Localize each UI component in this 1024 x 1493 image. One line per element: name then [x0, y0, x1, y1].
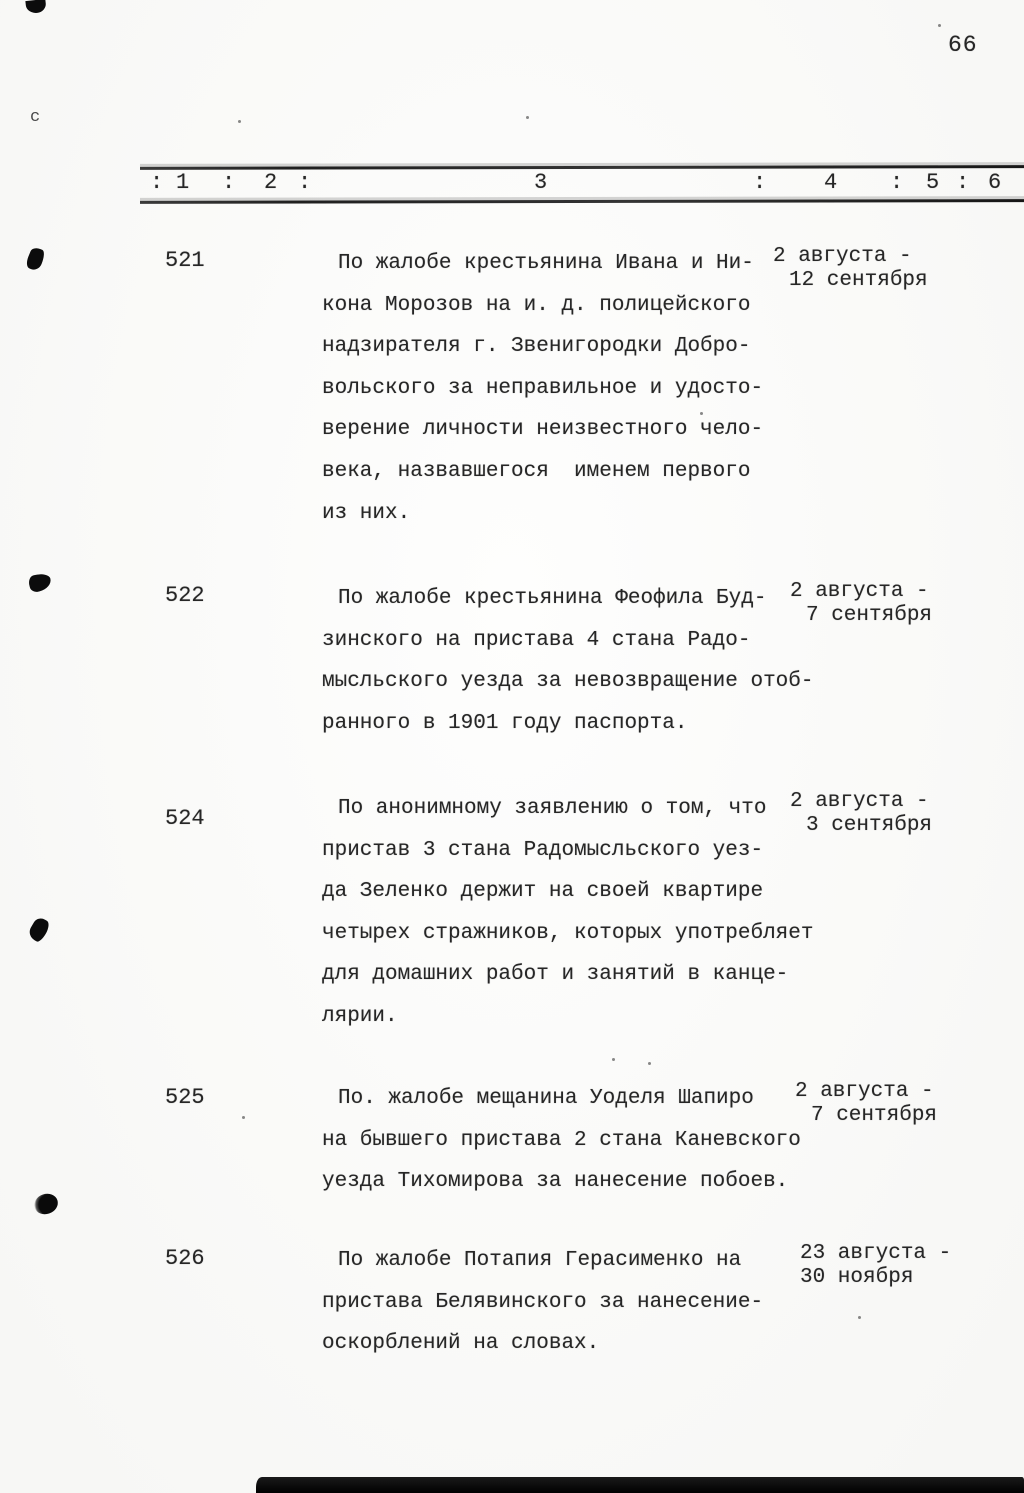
scan-speck: [858, 1316, 861, 1319]
entry-line: четырех стражников, которых употребляет: [322, 921, 814, 945]
entry-line: для домашних работ и занятий в канце-: [322, 963, 789, 987]
date-end: 12 сентября: [789, 269, 928, 292]
entry-line: пристава Белявинского за нанесение-: [322, 1290, 764, 1314]
header-separator: :: [753, 170, 767, 195]
date-end: 7 сентября: [811, 1104, 938, 1127]
scan-speck: [938, 24, 941, 27]
date-start: 2 августа -: [790, 580, 929, 603]
header-column-4: 4: [824, 170, 838, 195]
header-separator: :: [956, 170, 970, 195]
entry-number: 526: [165, 1246, 205, 1271]
entry-date-range: [800, 1242, 951, 1290]
scan-speck: [238, 120, 241, 123]
entry-line: да Зеленко держит на своей квартире: [322, 880, 764, 904]
scan-artifact-blob: [31, 1191, 60, 1217]
entry-line: По жалобе крестьянина Феофила Буд-: [338, 587, 767, 610]
entry-line: По. жалобе мещанина Уоделя Шапиро: [338, 1087, 754, 1110]
entry-line: зинского на пристава 4 стана Радо-: [322, 628, 751, 652]
entry-text: [322, 788, 813, 1038]
scan-artifact-blob: [27, 572, 52, 594]
scan-artifact-letter: с: [30, 108, 41, 127]
entry-line: пристав 3 стана Радомысльского уез-: [322, 838, 764, 862]
scan-speck: [612, 1058, 615, 1061]
scan-artifact-corner: [25, 0, 46, 14]
entry-line: из них.: [322, 501, 411, 525]
entry-text: [322, 578, 813, 744]
entry-line: верение личности неизвестного чело-: [322, 418, 764, 442]
entry-date-range: [795, 1080, 937, 1128]
entry-line: По анонимному заявлению о том, что: [338, 797, 767, 820]
entry-text: [322, 243, 763, 534]
scan-artifact-blob: [24, 246, 46, 272]
header-column-3: 3: [534, 170, 548, 195]
scan-artifact-bottom-bar: [256, 1477, 1024, 1493]
table-header: [0, 170, 1024, 200]
entry-line: кона Морозов на и. д. полицейского: [322, 293, 751, 317]
entry-number: 522: [165, 583, 205, 608]
entry-line: лярии.: [322, 1004, 398, 1028]
scan-speck: [242, 1116, 245, 1119]
header-column-2: 2: [264, 170, 278, 195]
date-end: 7 сентября: [806, 604, 933, 627]
header-separator: :: [150, 170, 164, 195]
entry-text: [322, 1240, 763, 1365]
entry-line: По жалобе Потапия Герасименко на: [338, 1249, 742, 1272]
entry-line: надзирателя г. Звенигородки Добро-: [322, 335, 751, 359]
header-separator: :: [298, 170, 312, 195]
entry-line: мысльского уезда за невозвращение отоб-: [322, 670, 814, 694]
entry-line: века, назвавшегося именем первого: [322, 459, 751, 483]
date-start: 23 августа -: [800, 1242, 952, 1265]
header-column-1: 1: [176, 170, 190, 195]
entry-line: уезда Тихомирова за нанесение побоев.: [322, 1170, 789, 1194]
entry-date-range: [790, 790, 932, 838]
header-separator: :: [222, 170, 236, 195]
entry-number: 521: [165, 248, 205, 273]
date-end: 30 ноября: [800, 1266, 914, 1289]
entry-line: ранного в 1901 году паспорта.: [322, 711, 688, 735]
date-start: 2 августа -: [790, 790, 929, 813]
entry-date-range: [790, 580, 932, 628]
entry-number: 524: [165, 806, 205, 831]
entry-text: [322, 1078, 801, 1203]
date-start: 2 августа -: [773, 245, 912, 268]
header-column-5: 5: [926, 170, 940, 195]
entry-line: По жалобе крестьянина Ивана и Ни-: [338, 252, 754, 275]
header-separator: :: [890, 170, 904, 195]
entry-line: на бывшего пристава 2 стана Каневского: [322, 1128, 801, 1152]
scan-speck: [526, 116, 529, 119]
entry-date-range: [773, 245, 928, 293]
entry-line: вольского за неправильное и удосто-: [322, 376, 764, 400]
date-end: 3 сентября: [806, 814, 933, 837]
scan-speck: [700, 412, 703, 415]
entry-line: оскорблений на словах.: [322, 1332, 600, 1356]
scan-artifact-blob: [26, 916, 51, 944]
header-column-6: 6: [988, 170, 1002, 195]
date-start: 2 августа -: [795, 1080, 934, 1103]
page-number: 66: [948, 32, 978, 58]
scan-speck: [648, 1062, 651, 1065]
entry-number: 525: [165, 1085, 205, 1110]
